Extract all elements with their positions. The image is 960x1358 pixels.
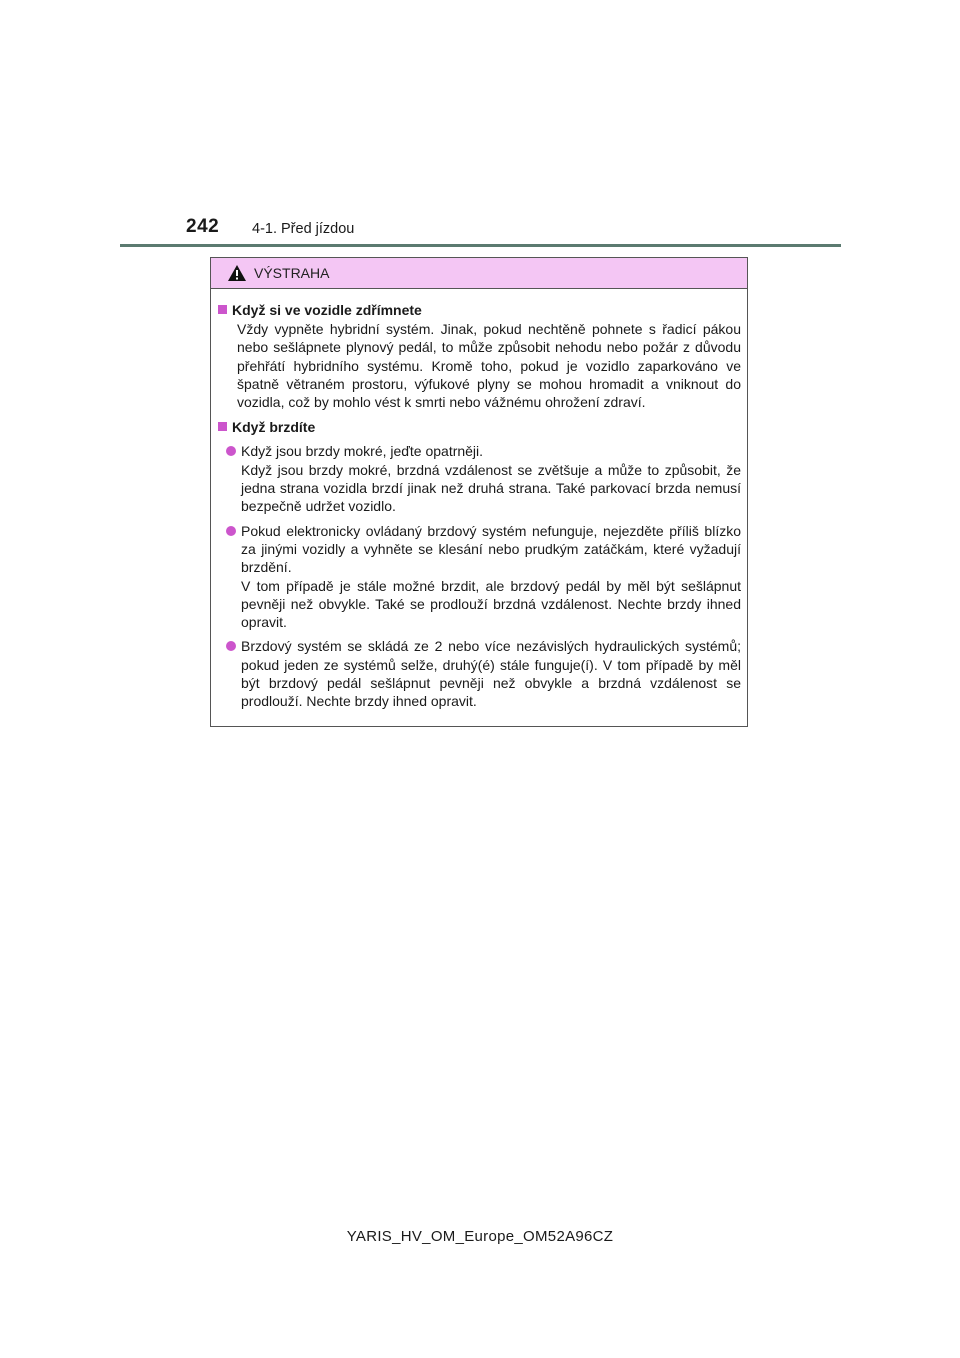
- section-paragraph: Vždy vypněte hybridní systém. Jinak, pokud nechtěně pohnete s řadicí pákou nebo sešlápnete plynový pedál, to může způsobit nehodu nebo požár z důvodu přehřátí hybridního systému. Kromě toho, pokud je vozidlo zaparkováno ve špatně větraném prostoru, výfukové plyny se mohou hromadit a vniknout do vozidla, což by mohlo vést k smrti nebo vážnému ohrožení zdraví.: [237, 321, 741, 411]
- round-bullet-icon: [226, 526, 236, 536]
- list-item-line: Když jsou brzdy mokré, jeďte opatrněji.: [241, 443, 484, 460]
- list-item-text: [241, 442, 741, 515]
- square-bullet-icon: [218, 305, 227, 314]
- list-item-line: Pokud elektronicky ovládaný brzdový systém nefunguje, nejezděte příliš blízko za jinými vozidly a vyhněte se klesání nebo prudkým zatáčkám, které vyžadují brzdění.: [241, 522, 741, 576]
- section-heading-text: Když si ve vozidle zdřímnete: [232, 302, 422, 318]
- header-divider: [120, 244, 841, 247]
- list-item-line: Brzdový systém se skládá ze 2 nebo více nezávislých hydraulických systémů; pokud jeden ze systémů selže, druhý(é) stále funguje(í). V tom případě by měl být brzdový pedál sešlápnut pevněji než obvykle a brzdná vzdálenost se prodlouží. Nechte brzdy ihned opravit.: [241, 638, 741, 710]
- round-bullet-icon: [226, 446, 236, 456]
- warning-header: [211, 258, 747, 289]
- warning-body: [211, 289, 747, 711]
- document-code: YARIS_HV_OM_Europe_OM52A96CZ: [346, 1228, 614, 1245]
- warning-label: VÝSTRAHA: [254, 265, 330, 281]
- list-item: [226, 442, 741, 515]
- section-heading-text: Když brzdíte: [232, 419, 316, 436]
- list-item: [226, 637, 741, 710]
- list-item-line: V tom případě je stále možné brzdit, ale brzdový pedál by měl být sešlápnut pevněji než obvykle. Také se prodlouží brzdná vzdálenost. Nechte brzdy ihned opravit.: [241, 577, 741, 631]
- square-bullet-icon: [218, 422, 227, 431]
- list-item-line: Když jsou brzdy mokré, brzdná vzdálenost se zvětšuje a může to způsobit, že jedna strana vozidla brzdí jinak než druhá strana. Také parkovací brzda nemusí bezpečně udržet vozidlo.: [241, 461, 741, 515]
- list-item-text: [241, 637, 741, 710]
- round-bullet-icon: [226, 641, 236, 651]
- warning-triangle-icon: [227, 264, 247, 282]
- warning-box: [210, 257, 748, 727]
- section-title: 4-1. Před jízdou: [252, 221, 355, 237]
- section-heading-napping: [217, 301, 741, 319]
- list-item: [226, 522, 741, 632]
- page-number: 242: [186, 216, 220, 237]
- list-item-text: [241, 522, 741, 632]
- section-heading-braking: [217, 418, 741, 436]
